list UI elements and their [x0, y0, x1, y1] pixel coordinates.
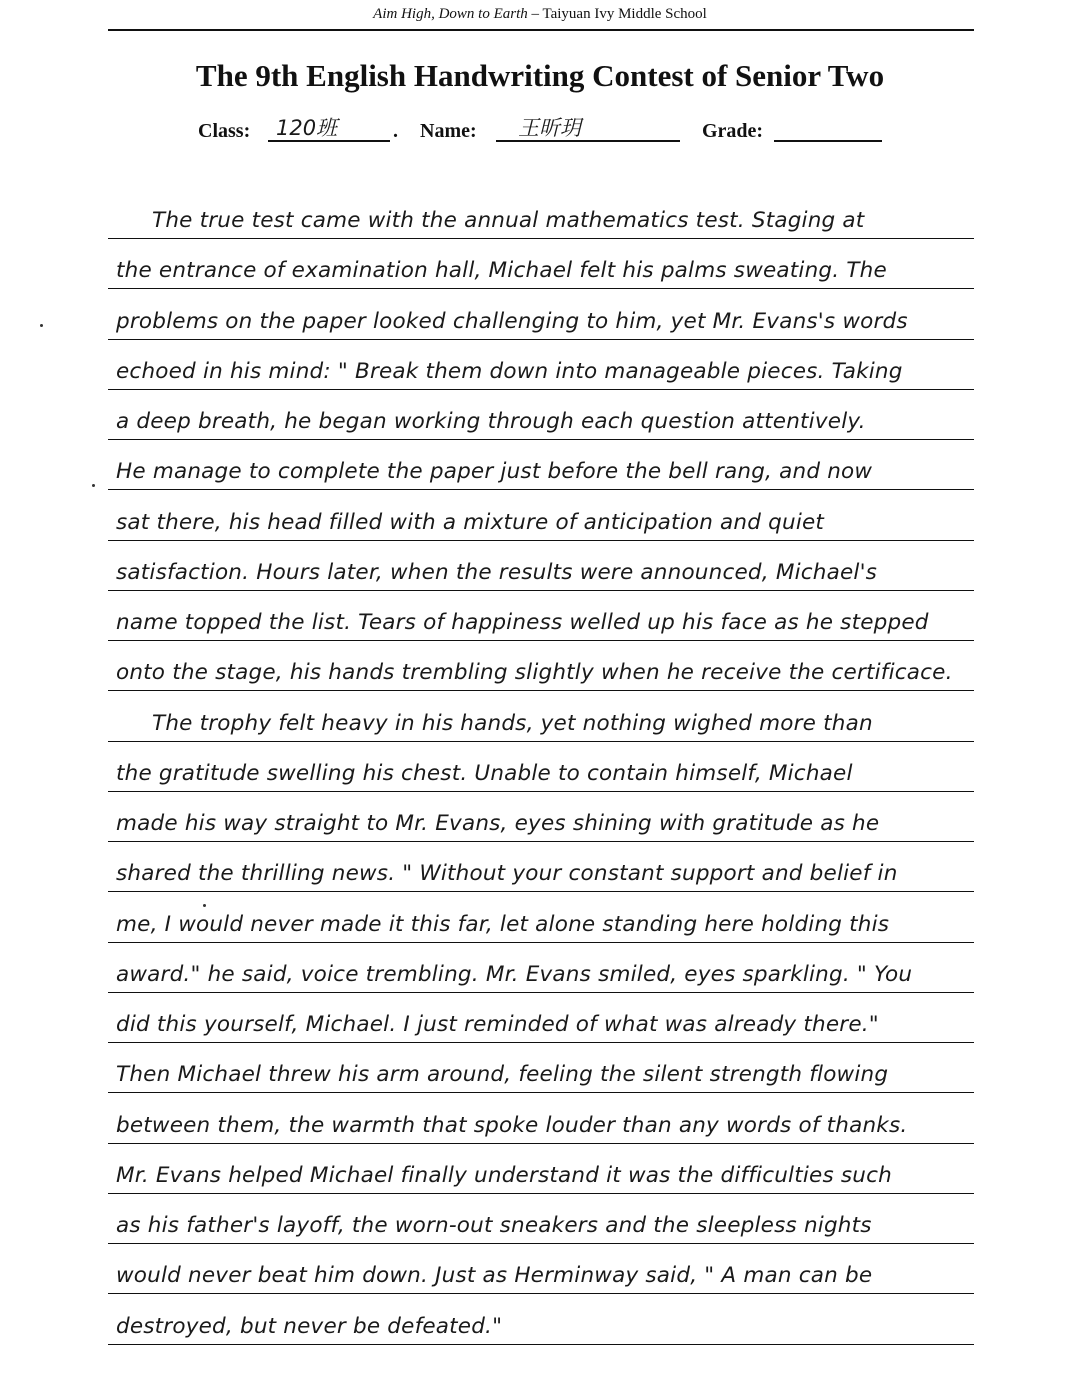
essay-line: as his father's layoff, the worn-out sneakers and the sleepless nights	[116, 1213, 872, 1238]
grade-field[interactable]	[774, 114, 882, 142]
essay-line: The true test came with the annual mathematics test. Staging at	[152, 208, 865, 233]
ruled-line	[108, 1344, 974, 1345]
essay-line: name topped the list. Tears of happiness welled up his face as he stepped	[116, 610, 929, 635]
essay-line: the gratitude swelling his chest. Unable to contain himself, Michael	[116, 760, 853, 786]
paper-speck	[92, 484, 95, 487]
header-rule	[108, 29, 974, 31]
ruled-line	[108, 439, 974, 440]
class-dot: .	[393, 120, 398, 142]
ruled-line	[108, 1243, 974, 1244]
ruled-line	[108, 238, 974, 239]
essay-line: between them, the warmth that spoke louder than any words of thanks.	[116, 1112, 908, 1138]
ruled-line	[108, 389, 974, 390]
ruled-line	[108, 288, 974, 289]
header-separator: –	[527, 6, 543, 22]
essay-line: problems on the paper looked challenging to him, yet Mr. Evans's words	[116, 308, 908, 334]
essay-line: did this yourself, Michael. I just reminded of what was already there."	[116, 1012, 879, 1037]
essay-line: me, I would never made it this far, let alone standing here holding this	[116, 911, 890, 937]
ruled-line	[108, 942, 974, 943]
essay-line: a deep breath, he began working through each question attentively.	[116, 409, 866, 434]
school-motto: Aim High, Down to Earth	[373, 6, 528, 22]
ruled-line	[108, 1293, 974, 1294]
essay-line: would never beat him down. Just as Herminway said, " A man can be	[116, 1263, 873, 1289]
essay-line: award." he said, voice trembling. Mr. Evans smiled, eyes sparkling. " You	[116, 961, 913, 987]
essay-line: satisfaction. Hours later, when the results were announced, Michael's	[116, 559, 878, 585]
essay-line: onto the stage, his hands trembling slightly when he receive the certificace.	[116, 660, 953, 686]
ruled-line	[108, 741, 974, 742]
paper-speck	[40, 324, 43, 327]
essay-line: shared the thrilling news. " Without your constant support and belief in	[116, 861, 898, 887]
ruled-line	[108, 540, 974, 541]
ruled-line	[108, 339, 974, 340]
ruled-line	[108, 841, 974, 842]
grade-label: Grade:	[702, 120, 764, 142]
ruled-line	[108, 690, 974, 691]
school-header	[0, 6, 1080, 23]
contest-title: The 9th English Handwriting Contest of Senior Two	[195, 58, 885, 93]
ruled-line	[108, 1143, 974, 1144]
ruled-line	[108, 992, 974, 993]
essay-line: echoed in his mind: " Break them down into manageable pieces. Taking	[116, 358, 903, 384]
essay-line: the entrance of examination hall, Michael felt his palms sweating. The	[116, 258, 887, 284]
essay-line: destroyed, but never be defeated."	[116, 1313, 503, 1339]
ruled-line	[108, 590, 974, 591]
essay-line: made his way straight to Mr. Evans, eyes shining with gratitude as he	[116, 811, 880, 836]
ruled-line	[108, 489, 974, 490]
essay-line: The trophy felt heavy in his hands, yet nothing wighed more than	[152, 710, 873, 736]
name-label: Name:	[420, 120, 477, 142]
class-field[interactable]: 120班	[268, 114, 390, 142]
paper-speck	[203, 904, 206, 907]
essay-line: Mr. Evans helped Michael finally understand it was the difficulties such	[116, 1162, 892, 1188]
essay-line: Then Michael threw his arm around, feeling the silent strength flowing	[116, 1062, 889, 1088]
class-label: Class:	[198, 120, 251, 142]
ruled-line	[108, 1193, 974, 1194]
name-field[interactable]: 王昕玥	[496, 114, 680, 142]
ruled-line	[108, 891, 974, 892]
ruled-line	[108, 1042, 974, 1043]
essay-line: He manage to complete the paper just before the bell rang, and now	[116, 459, 873, 485]
ruled-line	[108, 791, 974, 792]
ruled-line	[108, 640, 974, 641]
school-name: Taiyuan Ivy Middle School	[542, 6, 707, 22]
essay-line: sat there, his head filled with a mixture of anticipation and quiet	[116, 509, 825, 535]
ruled-line	[108, 1092, 974, 1093]
